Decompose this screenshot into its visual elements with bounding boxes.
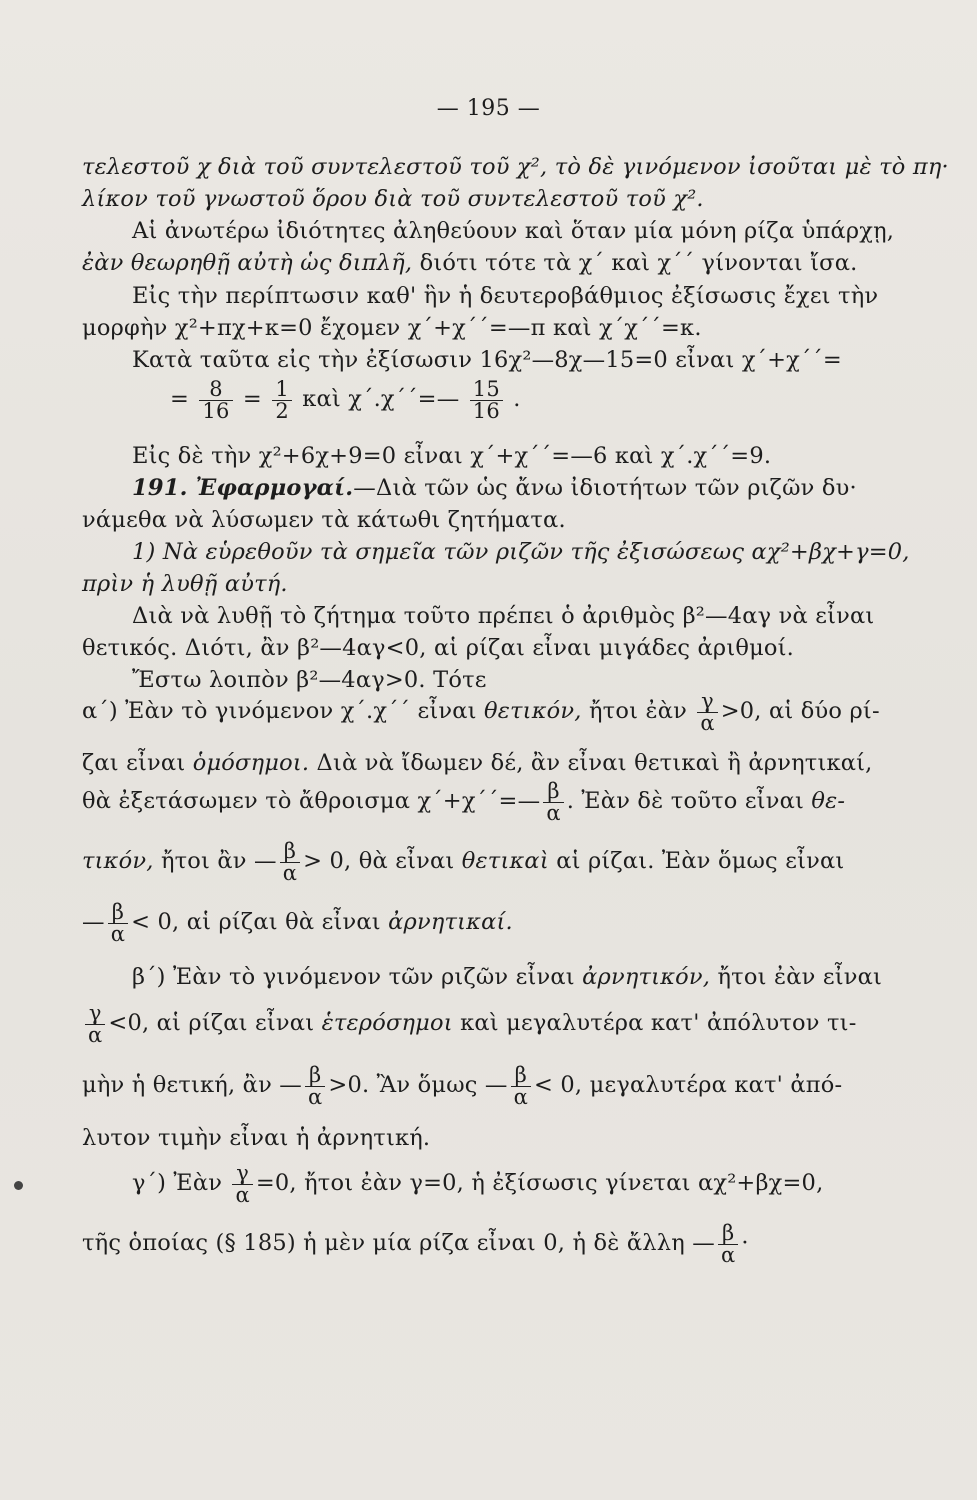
text-span: θετικαὶ <box>461 848 549 874</box>
fraction <box>697 688 717 735</box>
text-line-6: μορφὴν χ²+πχ+κ=0 ἔχομεν χ΄+χ΄΄=—π καὶ χ΄χ΄΄=κ. <box>82 315 702 341</box>
text-span: <0, αἱ ρίζαι εἶναι <box>108 1010 322 1036</box>
text-line-2: λίκον τοῦ γνωστοῦ ὅρου διὰ τοῦ συντελεστοῦ τοῦ χ². <box>82 186 704 212</box>
denominator: α <box>543 802 563 824</box>
text-line-1: τελεστοῦ χ διὰ τοῦ συντελεστοῦ τοῦ χ², τὸ δὲ γινόμενον ἰσοῦται μὲ τὸ πη· <box>82 154 949 180</box>
text-span: θε- <box>811 788 846 814</box>
fraction <box>543 778 563 825</box>
text-line-7: Κατὰ ταῦτα εἰς τὴν ἐξίσωσιν 16χ²—8χ—15=0 εἶναι χ΄+χ΄΄= <box>132 347 842 373</box>
denominator: α <box>697 712 717 734</box>
text-span: τικόν, <box>82 848 154 874</box>
numerator: β <box>283 838 297 863</box>
text-span: ἤτοι ἂν — <box>153 848 277 874</box>
text-span: · <box>741 1230 749 1256</box>
fraction <box>305 1062 325 1109</box>
fraction <box>718 1220 738 1267</box>
text-line-3: Αἱ ἀνωτέρω ἰδιότητες ἀληθεύουν καὶ ὅταν μία μόνη ρίζα ὑπάρχῃ, <box>132 218 895 244</box>
numerator: β <box>547 778 560 803</box>
text-span: >0, αἱ δύο ρί- <box>720 698 880 724</box>
text-line-13: πρὶν ἡ λυθῇ αὐτή. <box>82 571 288 597</box>
denominator: α <box>85 1024 105 1046</box>
page-number: — 195 — <box>436 96 541 121</box>
numerator: 1 <box>275 376 289 401</box>
numerator: β <box>111 899 125 924</box>
text-line-5: Εἰς τὴν περίπτωσιν καθ' ἣν ἡ δευτεροβάθμιος ἐξίσωσις ἔχει τὴν <box>132 283 879 309</box>
numerator: γ <box>236 1160 250 1185</box>
text-line-26 <box>132 1158 912 1208</box>
equation-line-8 <box>170 374 950 424</box>
denominator: α <box>280 862 300 884</box>
denominator: α <box>232 1184 252 1206</box>
text-line-16: Ἔστω λοιπὸν β²—4αγ>0. Τότε <box>132 667 487 693</box>
text-span: =0, ἤτοι ἐὰν γ=0, ἡ ἐξίσωσις γίνεται αχ²+βχ=0, <box>255 1170 824 1196</box>
text-span: καὶ χ΄.χ΄΄=— <box>302 386 460 412</box>
text-span: ἤτοι ἐὰν εἶναι <box>710 964 883 990</box>
text-span: θετικόν, <box>484 698 582 724</box>
denominator: α <box>511 1086 531 1108</box>
text-line-22 <box>132 962 912 992</box>
numerator: β <box>514 1062 527 1087</box>
text-line-17 <box>82 686 880 736</box>
text-span: —Διὰ τῶν ὡς ἄνω ἰδιοτήτων τῶν ριζῶν δυ· <box>353 475 857 501</box>
text-span: μὴν ἡ θετική, ἂν — <box>82 1072 303 1098</box>
denominator: α <box>108 923 128 945</box>
text-line-14: Διὰ νὰ λυθῇ τὸ ζήτημα τοῦτο πρέπει ὁ ἀριθμὸς β²—4αγ νὰ εἶναι <box>132 603 875 629</box>
denominator: 16 <box>199 400 232 422</box>
text-line-12: 1) Νὰ εὑρεθοῦν τὰ σημεῖα τῶν ριζῶν τῆς ἐξισώσεως αχ²+βχ+γ=0, <box>132 539 910 565</box>
numerator: 8 <box>209 376 223 401</box>
text-span: — <box>82 909 105 935</box>
section-title: Ἐφαρμογαί. <box>195 475 354 501</box>
fraction <box>199 376 232 423</box>
fraction <box>280 838 300 885</box>
text-span: < 0, μεγαλυτέρα κατ' ἀπό- <box>534 1072 843 1098</box>
text-line-23 <box>82 998 862 1048</box>
text-line-25: λυτον τιμὴν εἶναι ἡ ἀρνητική. <box>82 1125 431 1151</box>
text-span: Διὰ νὰ ἴδωμεν δέ, ἂν εἶναι θετικαὶ ἢ ἀρνητικαί, <box>309 750 873 776</box>
text-span: αἱ ρίζαι. Ἐὰν ὅμως εἶναι <box>548 848 845 874</box>
text-line-21 <box>82 897 862 947</box>
text-span: διότι τότε τὰ χ΄ καὶ χ΄΄ γίνονται ἴσα. <box>412 250 858 276</box>
text-line-9: Εἰς δὲ τὴν χ²+6χ+9=0 εἶναι χ΄+χ΄΄=—6 καὶ χ΄.χ΄΄=9. <box>132 443 772 469</box>
section-heading-191 <box>132 473 912 503</box>
text-span: ὁμόσημοι. <box>192 750 310 776</box>
fraction <box>85 1000 105 1047</box>
text-line-4 <box>82 248 862 278</box>
text-span: ἀρνητικαί. <box>388 909 513 935</box>
text-line-18 <box>82 748 873 778</box>
text-span: τῆς ὁποίας (§ 185) ἡ μὲν μία ρίζα εἶναι 0, ἡ δὲ ἄλλη — <box>82 1230 715 1256</box>
text-span: < 0, αἱ ρίζαι θὰ εἶναι <box>131 909 389 935</box>
ink-dot <box>14 1181 23 1190</box>
text-line-15: θετικός. Διότι, ἂν β²—4αγ<0, αἱ ρίζαι εἶναι μιγάδες ἀριθμοί. <box>82 635 795 661</box>
numerator: β <box>309 1062 322 1087</box>
text-span: γ΄) Ἐὰν <box>132 1170 230 1196</box>
text-span: = <box>170 386 190 412</box>
text-span: β΄) Ἐὰν τὸ γινόμενον τῶν ριζῶν εἶναι <box>132 964 583 990</box>
text-span: α΄) Ἐὰν τὸ γινόμενον χ΄.χ΄΄ εἶναι <box>82 698 485 724</box>
text-line-27 <box>82 1218 862 1268</box>
numerator: γ <box>701 688 714 713</box>
text-span: . <box>513 386 521 412</box>
denominator: α <box>718 1244 738 1266</box>
text-span: ἤτοι ἐὰν <box>581 698 695 724</box>
text-line-24 <box>82 1060 862 1110</box>
text-line-20 <box>82 836 862 886</box>
text-span: ζαι εἶναι <box>82 750 193 776</box>
text-span: καὶ μεγαλυτέρα κατ' ἀπόλυτον τι- <box>452 1010 857 1036</box>
text-span: ἀρνητικόν, <box>582 964 711 990</box>
fraction <box>272 376 292 423</box>
numerator: 15 <box>472 376 500 401</box>
text-span: ἐὰν θεωρηθῇ αὐτὴ ὡς διπλῆ, <box>82 250 413 276</box>
fraction <box>108 899 128 946</box>
text-line-11: νάμεθα νὰ λύσωμεν τὰ κάτωθι ζητήματα. <box>82 507 566 533</box>
numerator: γ <box>88 1000 102 1025</box>
text-line-19 <box>82 776 862 826</box>
denominator: 2 <box>272 400 292 422</box>
fraction <box>511 1062 531 1109</box>
denominator: 16 <box>470 400 503 422</box>
text-span: ἑτερόσημοι <box>321 1010 453 1036</box>
section-number: 191. <box>132 475 196 501</box>
denominator: α <box>305 1086 325 1108</box>
text-span: > 0, θὰ εἶναι <box>303 848 462 874</box>
text-span: = <box>242 386 262 412</box>
numerator: β <box>721 1220 735 1245</box>
fraction <box>470 376 503 423</box>
text-span: . Ἐὰν δὲ τοῦτο εἶναι <box>566 788 812 814</box>
text-span: θὰ ἐξετάσωμεν τὸ ἄθροισμα χ΄+χ΄΄=— <box>82 788 541 814</box>
fraction <box>232 1160 252 1207</box>
text-span: >0. Ἂν ὅμως — <box>328 1072 508 1098</box>
